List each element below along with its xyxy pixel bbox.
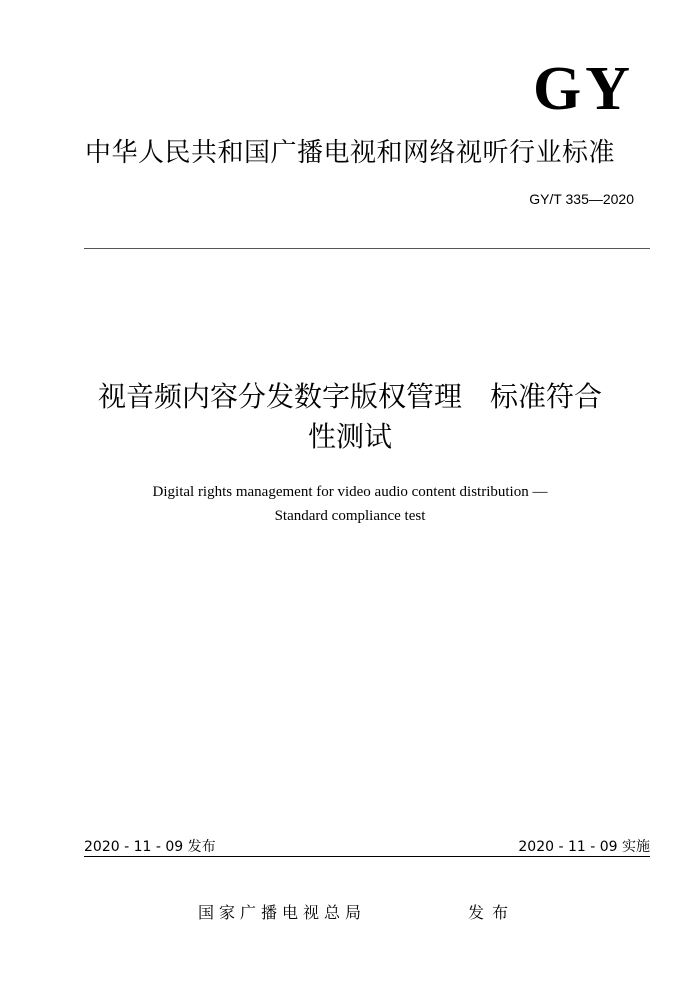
footer-divider: [84, 856, 650, 857]
issuing-authority: 国家广播电视总局: [198, 903, 367, 922]
english-title-line-2: Standard compliance test: [274, 508, 426, 524]
publish-label: 发布: [468, 903, 517, 922]
chinese-title-line-2: 性测试: [307, 420, 392, 453]
chinese-title: [0, 377, 700, 457]
english-title: [0, 480, 700, 528]
industry-standard-title: 中华人民共和国广播电视和网络视听行业标准: [84, 138, 615, 168]
implementation-date: 2020 - 11 - 09 实施: [518, 839, 650, 855]
gy-logo: GY: [533, 55, 634, 123]
english-title-line-1: Digital rights management for video audio content distribution —: [152, 484, 548, 500]
issue-date: 2020 - 11 - 09 发布: [84, 839, 216, 855]
standard-number: GY/T 335—2020: [529, 191, 634, 207]
chinese-title-line-1: 视音频内容分发数字版权管理 标准符合: [97, 380, 602, 413]
header-divider: [84, 248, 650, 249]
